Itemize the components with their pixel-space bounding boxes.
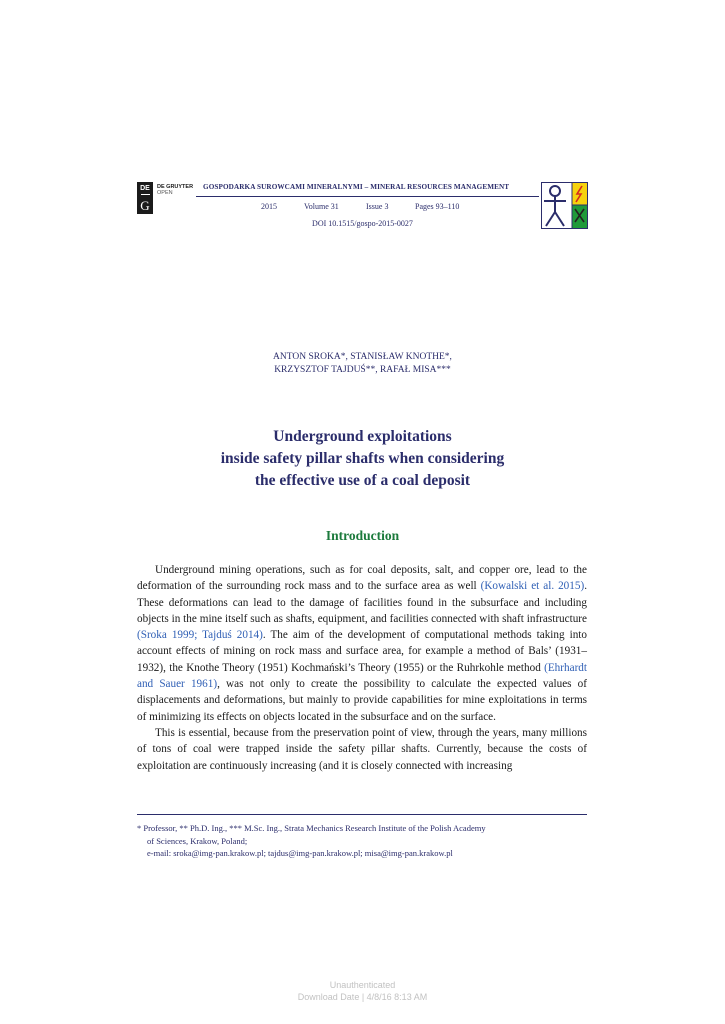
doi: DOI 10.1515/gospo-2015-0027 (312, 219, 413, 228)
publisher-name-line1: DE GRUYTER (157, 184, 194, 190)
footnote-line-2: of Sciences, Krakow, Poland; (147, 835, 248, 846)
author-line-1: ANTON SROKA*, STANISŁAW KNOTHE*, (273, 352, 452, 362)
issue-number: Issue 3 (366, 202, 389, 211)
citation-ehrhardt-sauer[interactable]: (Ehrhardt and Sauer 1961) (137, 661, 587, 691)
issue-volume: Volume 31 (304, 202, 339, 211)
logo-letter-bottom: G (140, 197, 150, 213)
logo-divider (141, 194, 150, 195)
title-line-3: the effective use of a coal deposit (254, 472, 471, 489)
paragraph-1-text-4: , was not only to create the possibility to calculate the expected values of displacements and deformations, but mainly to provide capabilities for mine exploitations in terms of minimizing its effects on objects located in the subsurface and on the surface. (137, 678, 587, 723)
title-line-1: Underground exploitations (273, 428, 452, 445)
paragraph-1-text-1: Underground mining operations, such as for coal deposits, salt, and copper ore, lead to the deformation of the surrounding rock mass and to the surface area as well (137, 564, 587, 593)
author-list (0, 351, 725, 377)
paper-title (0, 426, 725, 492)
footnote-line-1: * Professor, ** Ph.D. Ing., *** M.Sc. Ing., Strata Mechanics Research Institute of the Polish Academy (137, 823, 486, 833)
body-text (137, 562, 587, 774)
footnote (137, 822, 587, 860)
publisher-name-line2: OPEN (157, 190, 173, 196)
de-gruyter-logo (137, 182, 153, 214)
footnote-email-line: e-mail: sroka@img-pan.krakow.pl; tajdus@img-pan.krakow.pl; misa@img-pan.krakow.pl (147, 848, 453, 858)
footnote-rule (137, 814, 587, 815)
author-line-2: KRZYSZTOF TAJDUŚ**, RAFAŁ MISA*** (274, 365, 451, 375)
journal-title: GOSPODARKA SUROWCAMI MINERALNYMI – MINERAL RESOURCES MANAGEMENT (203, 183, 510, 191)
header-rule (196, 196, 539, 197)
citation-kowalski[interactable]: (Kowalski et al. 2015) (480, 580, 585, 593)
publisher-name (157, 184, 193, 196)
paragraph-1-text-2: . These deformations can lead to the damage of facilities found in the subsurface and including objects in the mine itself such as shafts, equipment, and facilities connected with shaft infrastructure (137, 580, 587, 625)
miner-figure-logo (541, 182, 588, 229)
title-line-2: inside safety pillar shafts when considering (220, 450, 505, 467)
paragraph-2: This is essential, because from the preservation point of view, through the years, many millions of tons of coal were trapped inside the safety pillar shafts. Currently, because the costs of exploitation are continuously increasing (and it is closely connected with increasing (137, 726, 587, 772)
paragraph-1-text-3: . The aim of the development of computational methods taking into account effects of mining on rock mass and surface area, for example a method of Bals’ (1931–1932), the Knothe Theory (1951) Kochmański’s Theory (1955) or the Ruhrkohle method (137, 629, 587, 674)
issue-year: 2015 (261, 202, 277, 211)
paragraph-1 (137, 562, 587, 725)
issue-pages: Pages 93–110 (415, 202, 460, 211)
citation-sroka-tajdus[interactable]: (Sroka 1999; Tajduś 2014) (137, 629, 263, 642)
watermark-line-2: Download Date | 4/8/16 8:13 AM (297, 992, 428, 1002)
section-heading: Introduction (325, 528, 400, 543)
download-watermark (0, 979, 725, 1003)
logo-letters-top: DE (140, 184, 150, 192)
watermark-line-1: Unauthenticated (329, 980, 396, 990)
